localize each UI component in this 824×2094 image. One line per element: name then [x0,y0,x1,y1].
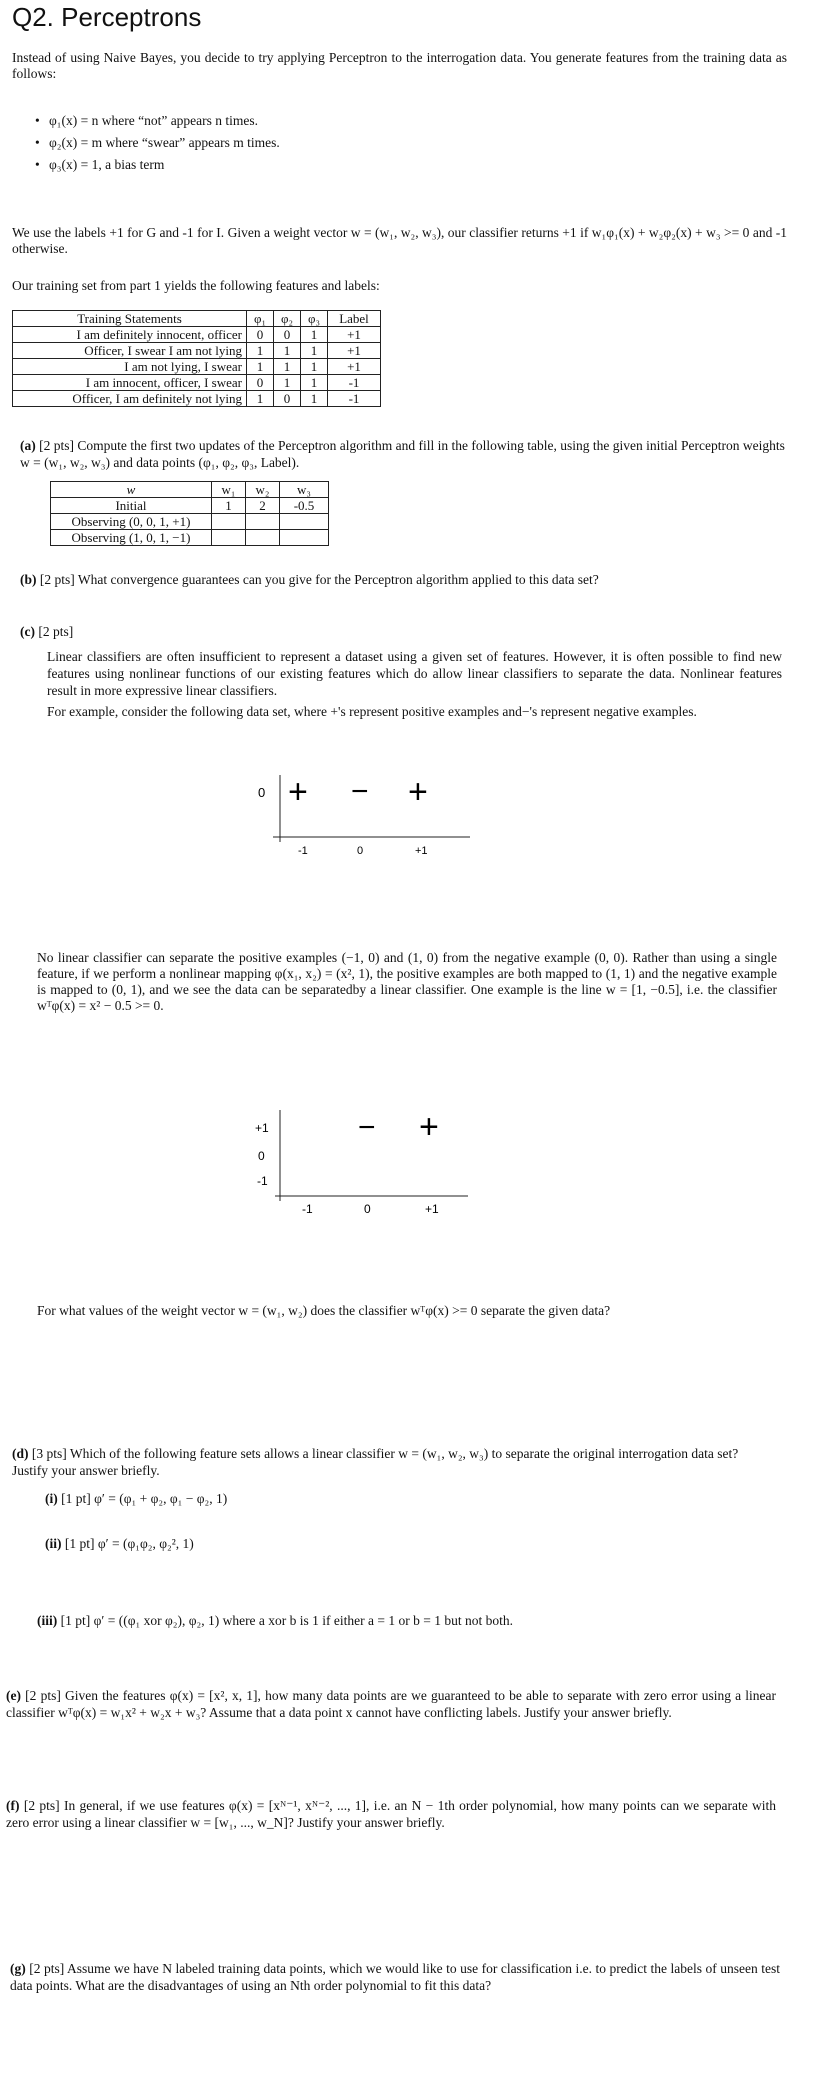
update-table [50,481,329,546]
question-e [6,1687,776,1721]
table-cell: 0 [274,327,301,343]
positive-example-mark: + [419,1108,439,1146]
answer-cell[interactable] [212,530,246,546]
table-header-row [13,311,381,327]
question-g [10,1960,780,1994]
plot-mapped-data [250,1105,480,1215]
table-row [13,391,381,407]
table-cell: 0 [247,327,274,343]
table-cell: 1 [212,498,246,514]
question-c-header [20,623,73,640]
subquestion-text: [1 pt] φ′ = (φ₁ + φ₂, φ₁ − φ₂, 1) [61,1491,228,1506]
labels-paragraph: We use the labels +1 for G and -1 for I. Given a weight vector w = (w₁, w₂, w₃), our classifier returns +1 if w₁φ₁(x) + w₂φ₂(x) + w₃ >= 0 and -1 otherwise. [12,225,787,256]
x-tick-label: 0 [364,1202,371,1215]
x-tick-label: 0 [357,845,364,857]
feature-list [35,110,280,176]
feature-item: • φ₁(x) = n where “not” appears n times. [35,110,280,132]
column-header: Label [328,311,381,327]
question-label: (a) [20,438,36,453]
question-d-iii [37,1612,513,1629]
y-tick-label: 0 [258,785,266,800]
table-cell: 1 [301,327,328,343]
question-d-ii [45,1535,194,1552]
answer-cell[interactable] [246,530,280,546]
column-header: w [51,482,212,498]
table-cell: +1 [328,343,381,359]
table-row [13,343,381,359]
column-header: w₁ [212,482,246,498]
table-cell: 1 [247,391,274,407]
table-cell: 1 [274,343,301,359]
table-cell: Officer, I am definitely not lying [13,391,247,407]
column-header: w₃ [280,482,329,498]
table-cell: I am definitely innocent, officer [13,327,247,343]
column-header: φ₂ [274,311,301,327]
question-label: (e) [6,1688,21,1703]
question-d [12,1445,772,1479]
answer-cell[interactable] [212,514,246,530]
question-label: (c) [20,624,35,639]
answer-cell[interactable] [246,514,280,530]
question-a [20,437,785,471]
table-cell: +1 [328,327,381,343]
question-label: (f) [6,1798,20,1813]
x-tick-label: -1 [302,1202,313,1215]
table-cell: 1 [301,375,328,391]
question-c-prompt: For what values of the weight vector w = (w₁, w₂) does the classifier wᵀφ(x) >= 0 separate the given data? [37,1303,611,1318]
table-cell: -0.5 [280,498,329,514]
table-cell: 0 [274,391,301,407]
table-cell: 1 [274,359,301,375]
question-points: [2 pts] [38,624,74,639]
page-title: Q2. Perceptrons [12,2,202,32]
table-cell: I am not lying, I swear [13,359,247,375]
table-cell: 1 [274,375,301,391]
y-tick-label: 0 [258,1149,265,1163]
subquestion-text: [1 pt] φ′ = (φ₁φ₂, φ₂², 1) [64,1536,194,1551]
answer-cell[interactable] [280,530,329,546]
question-f [6,1797,776,1831]
subquestion-text: [1 pt] φ′ = ((φ₁ xor φ₂), φ₂, 1) where a xor b is 1 if either a = 1 or b = 1 but not both. [60,1613,513,1628]
x-tick-label: +1 [415,845,428,857]
feature-item: • φ₂(x) = m where “swear” appears m times. [35,132,280,154]
table-row [13,359,381,375]
positive-example-mark: + [408,773,428,811]
question-text: [3 pts] Which of the following feature sets allows a linear classifier w = (w₁, w₂, w₃) to separate the original interrogation data set? Justify your answer briefly. [12,1446,739,1478]
table-cell: +1 [328,359,381,375]
table-cell: 1 [301,343,328,359]
question-label: (b) [20,572,37,587]
question-b [20,571,785,588]
table-cell: Initial [51,498,212,514]
table-cell: -1 [328,375,381,391]
x-tick-label: -1 [298,845,308,857]
question-label: (d) [12,1446,29,1461]
negative-example-mark: − [351,775,369,808]
y-tick-label: -1 [257,1174,268,1188]
question-text: [2 pts] What convergence guarantees can you give for the Perceptron algorithm applied to this data set? [39,572,599,587]
table-cell: Officer, I swear I am not lying [13,343,247,359]
question-text: [2 pts] Given the features φ(x) = [x², x, 1], how many data points are we guaranteed to be able to separate with zero error using a linear classifier wᵀφ(x) = w₁x² + w₂x + w₃? Assume that a data point x cannot have conflicting labels. Justify your answer briefly. [6,1688,777,1720]
table-header-row [51,482,329,498]
column-header: φ₃ [301,311,328,327]
table-row [51,498,329,514]
plot-1d-data [255,770,485,860]
intro-paragraph: Instead of using Naive Bayes, you decide to try applying Perceptron to the interrogation data. You generate features from the training data as follows: [12,50,787,81]
question-text: [2 pts] In general, if we use features φ(x) = [xᴺ⁻¹, xᴺ⁻², ..., 1], i.e. an N − 1th order polynomial, how many points can we separate with zero error using a linear classifier w = [w₁, ..., w_N]? Justify your answer briefly. [6,1798,777,1830]
question-text: [2 pts] Compute the first two updates of the Perceptron algorithm and fill in the following table, using the given initial Perceptron weights w = (w₁, w₂, w₃) and data points (φ₁, φ₂, φ₃, Label). [20,438,785,470]
question-c-explanation: No linear classifier can separate the positive examples (−1, 0) and (1, 0) from the negative example (0, 0). Rather than using a single feature, if we perform a nonlinear mapping φ(x₁, x₂) = (x², 1), the positive examples are both mapped to (1, 1) and the negative example is mapped to (0, 1), and we see the data can be separatedby a linear classifier. One example is the line w = [1, −0.5], i.e. the classifier wᵀφ(x) = x² − 0.5 >= 0. [37,950,777,1013]
subquestion-label: (ii) [45,1536,62,1551]
table-row [13,375,381,391]
table-row [51,514,329,530]
question-text: [2 pts] Assume we have N labeled training data points, which we would like to use for classification i.e. to predict the labels of unseen test data points. What are the disadvantages of using an Nth order polynomial to fit this data? [10,1961,781,1993]
table-cell: 1 [301,359,328,375]
table-cell: 1 [247,359,274,375]
question-c-body [47,648,782,724]
y-tick-label: +1 [255,1121,269,1135]
question-c-paragraph-1: Linear classifiers are often insufficient to represent a dataset using a given set of features. However, it is often possible to find new features using nonlinear functions of our existing features which do allow linear classifiers to separate the data. Nonlinear features result in more expressive linear classifiers. [47,649,782,698]
table-cell: Observing (0, 0, 1, +1) [51,514,212,530]
table-cell: -1 [328,391,381,407]
feature-item: • φ₃(x) = 1, a bias term [35,154,280,176]
subquestion-label: (iii) [37,1613,58,1628]
negative-example-mark: − [358,1111,376,1144]
column-header: φ₁ [247,311,274,327]
table-cell: 1 [247,343,274,359]
column-header: w₂ [246,482,280,498]
question-d-i [45,1490,227,1507]
table-row [51,530,329,546]
question-c-paragraph-2: For example, consider the following data set, where +'s represent positive examples and−'s represent negative examples. [47,704,697,719]
x-tick-label: +1 [425,1202,439,1215]
trainset-paragraph: Our training set from part 1 yields the following features and labels: [12,278,380,293]
table-cell: 1 [301,391,328,407]
table-cell: Observing (1, 0, 1, −1) [51,530,212,546]
table-row [13,327,381,343]
positive-example-mark: + [288,773,308,811]
table-cell: I am innocent, officer, I swear [13,375,247,391]
column-header: Training Statements [13,311,247,327]
table-cell: 0 [247,375,274,391]
answer-cell[interactable] [280,514,329,530]
training-table [12,310,381,407]
question-label: (g) [10,1961,26,1976]
table-cell: 2 [246,498,280,514]
subquestion-label: (i) [45,1491,58,1506]
